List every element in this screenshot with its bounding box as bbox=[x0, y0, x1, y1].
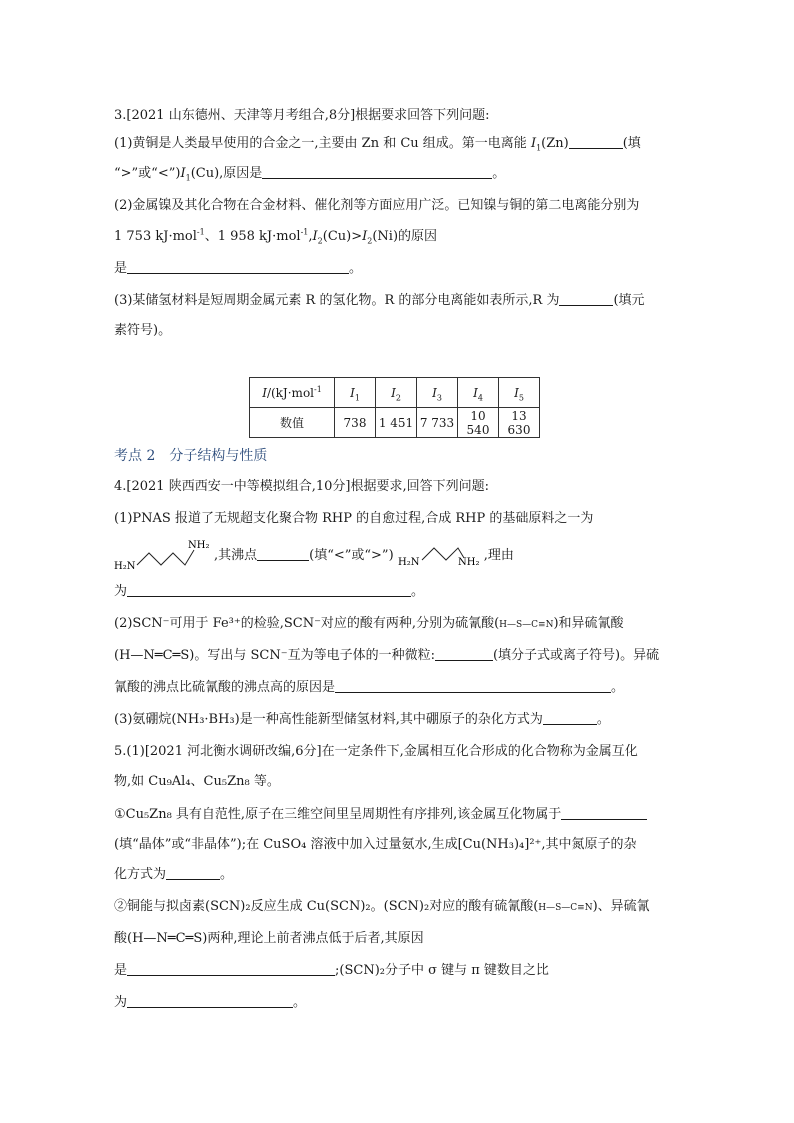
table-cell: 7 733 bbox=[417, 408, 458, 438]
answer-blank[interactable] bbox=[561, 806, 647, 820]
q4-part1-line1: (1)PNAS 报道了无规超支化聚合物 RHP 的自愈过程,合成 RHP 的基础原料之一为 bbox=[114, 511, 594, 526]
answer-blank[interactable] bbox=[127, 260, 349, 274]
q3-part2-line1: (2)金属镍及其化合物在合金材料、催化剂等方面应用广泛。已知镍与铜的第二电离能分别为 bbox=[114, 198, 640, 213]
q4-p3-text: (3)氨硼烷(NH₃·BH₃)是一种高性能新型储氢材料,其中硼原子的杂化方式为 bbox=[114, 712, 543, 727]
q4-part2-line1 bbox=[114, 615, 624, 634]
q3-p2-ni: (Ni)的原因 bbox=[372, 229, 438, 244]
q3-p1-end: 。 bbox=[492, 166, 506, 181]
table-row bbox=[250, 408, 540, 438]
answer-blank[interactable] bbox=[559, 292, 613, 306]
table-row-label: 数值 bbox=[250, 408, 335, 438]
q4-reason-is: 为 bbox=[114, 584, 128, 599]
q4-part1-reason bbox=[114, 583, 424, 601]
butanediamine-structure bbox=[114, 538, 214, 574]
q4-p2-text5: 氰酸的沸点比硫氰酸的沸点高的原因是 bbox=[114, 680, 336, 695]
q3-p2-is: 是 bbox=[114, 261, 128, 276]
q5-c2-end: 。 bbox=[293, 995, 307, 1010]
ionization-energy-table bbox=[249, 377, 540, 438]
table-cell: 1 451 bbox=[376, 408, 417, 438]
table-header-row bbox=[250, 378, 540, 408]
table-header-i5: $I_5$ bbox=[499, 378, 540, 408]
mol2-right-label: NH₂ bbox=[457, 556, 480, 568]
q5-c1-text: ①Cu₅Zn₈ 具有自范性,原子在三维空间里呈周期性有序排列,该金属互化物属于 bbox=[114, 807, 562, 822]
answer-blank[interactable] bbox=[127, 962, 335, 976]
table-header-i1: $I_1$ bbox=[335, 378, 376, 408]
q5-c1-end: 。 bbox=[220, 867, 234, 882]
q3-p3-text: (3)某储氢材料是短周期金属元素 R 的氢化物。R 的部分电离能如表所示,R 为 bbox=[114, 293, 560, 308]
ionization-symbol: I bbox=[530, 136, 537, 151]
q4-reason-end: 。 bbox=[411, 584, 425, 599]
q3-part3-line2: 素符号)。 bbox=[114, 323, 172, 338]
table-header-i2: $I_2$ bbox=[376, 378, 417, 408]
propanediamine-structure bbox=[398, 538, 484, 574]
q4-p2-text2: )和异硫氰酸 bbox=[553, 616, 624, 631]
answer-blank[interactable] bbox=[335, 679, 611, 693]
q5-c2-for: 为 bbox=[114, 995, 128, 1010]
q4-part2-line2 bbox=[114, 647, 659, 665]
q5-c1-text3: 化方式为 bbox=[114, 867, 167, 882]
q4-part3 bbox=[114, 711, 610, 729]
mol2-left-label: H₂N bbox=[397, 556, 420, 568]
table-header-i4: $I_4$ bbox=[458, 378, 499, 408]
q4-p2-text3: (H—N═C═S)。写出与 SCN⁻互为等电子体的一种微粒: bbox=[114, 648, 435, 663]
q3-p1-zn: (Zn) bbox=[541, 136, 569, 151]
q5-c2-text: ②铜能与拟卤素(SCN)₂反应生成 Cu(SCN)₂。(SCN)₂对应的酸有硫氰酸( bbox=[114, 899, 539, 914]
mol1-right-label: NH₂ bbox=[188, 539, 210, 551]
q3-part2-line3 bbox=[114, 260, 362, 278]
thiocyanic-acid-structure: H—S—C≡N bbox=[499, 620, 554, 630]
q4-p2-text: (2)SCN⁻可用于 Fe³⁺的检验,SCN⁻对应的酸有两种,分别为硫氰酸( bbox=[114, 616, 500, 631]
section-heading: 考点 2 分子结构与性质 bbox=[114, 448, 268, 464]
q5-c1-line2: (填“晶体”或“非晶体”);在 CuSO₄ 溶液中加入过量氨水,生成[Cu(NH₃)₄]²⁺,其中氮原子的杂 bbox=[114, 837, 637, 852]
q3-p2-value2: 、1 958 kJ·mol bbox=[204, 229, 301, 244]
q4-p2-end: 。 bbox=[611, 680, 625, 695]
q5-c2-text3: ;(SCN)₂分子中 σ 键与 π 键数目之比 bbox=[335, 963, 549, 978]
q5-c1-line1 bbox=[114, 806, 647, 824]
q3-part2-line2: 1 753 kJ·mol$^{-1}$、1 958 $kJ\cdot mol^{-1},I_2(Cu)>I_2(Ni)$的原因 bbox=[114, 227, 438, 246]
table-header-unit: I/(kJ·mol$^{-1}$ bbox=[250, 378, 335, 408]
q5-c2-line2: 酸(H—N═C═S)两种,理论上前者沸点低于后者,其原因 bbox=[114, 931, 424, 946]
q5-c1-line3 bbox=[114, 866, 233, 884]
answer-blank[interactable] bbox=[435, 647, 493, 661]
q5-c2-line3 bbox=[114, 962, 549, 980]
q3-p1-text: (1)黄铜是人类最早使用的合金之一,主要由 Zn 和 Cu 组成。第一电离能 bbox=[114, 136, 531, 151]
answer-blank[interactable] bbox=[257, 547, 309, 561]
q5-c2-line1 bbox=[114, 898, 650, 917]
q3-heading: 3.[2021 山东德州、天津等月考组合,8分]根据要求回答下列问题: bbox=[114, 108, 490, 123]
q4-heading: 4.[2021 陕西西安一中等模拟组合,10分]根据要求,回答下列问题: bbox=[114, 479, 489, 494]
answer-blank[interactable] bbox=[543, 711, 597, 725]
answer-blank[interactable] bbox=[127, 994, 293, 1008]
q3-p1-fill: (填 bbox=[622, 136, 641, 151]
q4-part2-line3 bbox=[114, 679, 624, 697]
answer-blank[interactable] bbox=[262, 165, 492, 179]
q4-part1-molecules bbox=[114, 536, 514, 576]
q3-part1-line1: (1)黄铜是人类最早使用的合金之一,主要由 Zn 和 Cu 组成。第一电离能 $I_1(Zn)$ (填 bbox=[114, 136, 641, 153]
answer-blank[interactable] bbox=[127, 583, 411, 597]
q3-p1-choice: “>”或“<”) bbox=[114, 166, 181, 181]
q3-p2-cu: (Cu)> bbox=[322, 229, 363, 244]
q3-p1-cu: (Cu),原因是 bbox=[190, 166, 263, 181]
thiocyanic-acid-structure: H—S—C≡N bbox=[538, 903, 593, 913]
q3-part3-line1 bbox=[114, 292, 645, 310]
ionization-symbol: I bbox=[180, 166, 186, 181]
table-cell: 13 630 bbox=[499, 408, 540, 438]
q3-p2-value1: 1 753 kJ·mol bbox=[114, 229, 197, 244]
q4-mol-end: ,理由 bbox=[483, 548, 514, 563]
q3-p3-fill: (填元 bbox=[613, 293, 645, 308]
q4-mol-fill: (填“<”或“>”) bbox=[309, 548, 394, 563]
table-cell: 10 540 bbox=[458, 408, 499, 438]
q4-p2-text4: (填分子式或离子符号)。异硫 bbox=[492, 648, 660, 663]
table-cell: 738 bbox=[335, 408, 376, 438]
mol1-left-label: H₂N bbox=[114, 560, 136, 572]
q5-c2-line4 bbox=[114, 994, 306, 1012]
q4-mol-mid: ,其沸点 bbox=[214, 548, 258, 563]
q5-heading: 5.(1)[2021 河北衡水调研改编,6分]在一定条件下,金属相互化合形成的化合物称为金属互化 bbox=[114, 744, 638, 759]
q3-part1-line2: “>”或“$<”)I_1(Cu)$,原因是 。 bbox=[114, 166, 506, 183]
q5-heading-line2: 物,如 Cu₉Al₄、Cu₅Zn₈ 等。 bbox=[114, 774, 280, 789]
answer-blank[interactable] bbox=[166, 866, 220, 880]
q4-p3-end: 。 bbox=[596, 712, 610, 727]
q5-c2-is: 是 bbox=[114, 963, 128, 978]
answer-blank[interactable] bbox=[569, 135, 623, 149]
table-header-i3: $I_3$ bbox=[417, 378, 458, 408]
q5-c2-text2: )、异硫氰 bbox=[592, 899, 650, 914]
q3-p2-end: 。 bbox=[349, 261, 363, 276]
